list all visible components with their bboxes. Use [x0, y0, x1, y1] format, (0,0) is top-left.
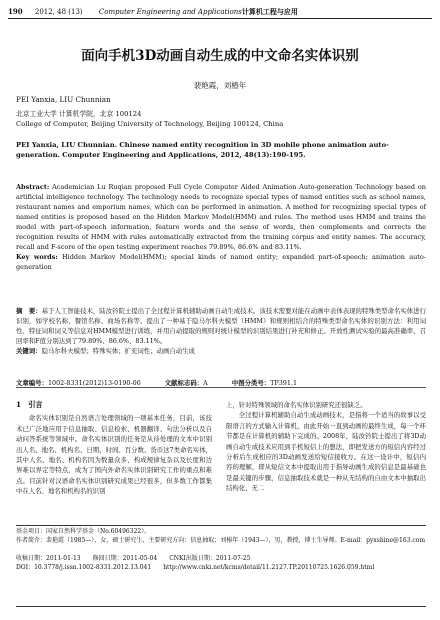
keywords-cn-text: 隐马尔科夫模型；特殊实体；扩充词性；动画自动生成: [41, 347, 195, 355]
journal-name-en: Computer Engineering and Applications: [98, 8, 242, 16]
body-column-right: [226, 400, 426, 494]
footnote-fund: 基金项目：国家自然科学基金（No.60496322）。: [16, 528, 151, 535]
doc-meta-line: [16, 378, 297, 387]
affiliation-cn: 北京工业大学 计算机学院，北京 100124: [16, 110, 142, 118]
clc-number: TP391.1: [270, 379, 298, 387]
paper-title: 面向手机3D动画自动生成的中文命名实体识别: [81, 48, 359, 64]
footnote-author: 作者简介：裴艳霞（1985—），女，硕士研究生，主要研究方向：信息抽取；刘椿年（1943—），男，教授，博士生导师。E-mail：pyxshine@163.com: [16, 537, 426, 544]
citation: PEI Yanxia, LIU Chunnian. Chinese named entity recognition in 3D mobile phone animation auto-generation. Computer Engineering and Applications, 2012, 48(13):190-195.: [16, 141, 389, 159]
footnote-doi: DOI：10.3778/j.issn.1002-8331.2012.13.041 http://www.cnki.net/kcms/detail/11.2127.TP.20110725.1626.059.html: [16, 564, 375, 571]
issue-info: 2012, 48 (13): [34, 8, 83, 16]
header-rule: [8, 18, 432, 19]
running-header: [8, 7, 432, 17]
footnote-dates: 收稿日期：2011-01-13 修回日期：2011-05-04 CNKI出版日期：2011-07-25: [16, 555, 251, 562]
abstract-en-text: Academician Lu Ruqian proposed Full Cycle Computer Aided Animation Auto-generation Technology based on artificial intelligence technology. The technology needs to recognize special types of named entities such as school names, restaurant names and emporium names, which can be performed in animation. A method for recognizing special types of named entities is proposed based on the Hidden Markov Model(HMM) and rules. The method uses HMM and trains the model with part-of-speech information, feature words and the sense of words, then complements and corrects the recognition results of HMM with rules automatically extracted from the training corpus and entity names. The accuracy, recall and F-score of the open testing experiment reaches 79.89%, 86.6% and 83.11%.: [16, 183, 426, 251]
abstract-en: [16, 182, 426, 272]
page-number: 190: [8, 7, 23, 16]
affiliation-en: College of Computer, Beijing University of Technology, Beijing 100124, China: [16, 120, 284, 128]
section-heading: 1 引言: [16, 400, 43, 409]
abstract-en-label: Abstract:: [16, 183, 50, 191]
abstract-cn-label: 摘 要：: [16, 307, 42, 315]
body-paragraph: 上，针对特殊领域的命名实体识别研究还很缺乏。: [226, 401, 367, 409]
doc-code-label: 文献标志码：: [164, 379, 204, 387]
keywords-en-label: Key words:: [16, 253, 58, 261]
journal-name-cn: 计算机工程与应用: [241, 7, 298, 16]
footnote-rule: [16, 525, 426, 526]
body-column-left: [16, 400, 212, 497]
abstract-cn-text: 基于人工智能技术，陆汝钤院士提出了全过程计算机辅助动画自动生成技术。该技术需要对能在动画中表体表现的特殊类型命名实体进行识别，如学校名称、餐馆名称、商场名称等。提出了一种基于隐马尔科夫模型（HMM）和规则相结合的特殊类型命名实体的识别方法：利用词性、特征词和词义等信息对HMM模型进行训练，并用自动提取的规则对统计模型的识别结果进行补充和修正。开放性测试实验的最高准确率、召回率和F值分别达到了79.89%、86.6%、83.11%。: [16, 307, 427, 345]
body-paragraph: 全过程计算机辅助自动生成动画技术，是指将一个适当的故事以受限语言的方式输入计算机，由此开始一直到动画的最终生成，每一个环节都是在计算机的辅助下完成的。2008年，陆汝钤院士提出了将3D动画自动生成技术应用到手机短信上的想法，即把发送方的短信内容经过分析后生成相应的3D动画发送给短信接收方。在这一设计中，短信内容的理解，即从短信文本中提取出用于指导动画生成的信息是最基础也是最关键的步骤，信息抽取技术就是一种从无结构的自由文本中抽取出结构化、无二: [226, 411, 426, 493]
abstract-cn: [16, 306, 426, 356]
doc-code: A: [203, 379, 208, 387]
keywords-cn-label: 关键词：: [16, 347, 42, 355]
body-rule: [16, 387, 426, 388]
clc-label: 中图分类号：: [231, 379, 271, 387]
doc-number-label: 文章编号：: [16, 379, 48, 387]
authors-cn: 裴艳霞，刘椿年: [193, 81, 247, 90]
keywords-en-text: Hidden Markov Model(HMM); special kinds of named entity; expanded part-of-speech; animation auto-generation: [16, 253, 426, 271]
doc-number: 1002-8331(2012)13-0190-06: [47, 379, 141, 387]
body-paragraph: 命名实体识别是自然语言处理领域的一项基本任务，目前，该技术已广泛地应用于信息抽取、信息检索、机器翻译、句法分析以及自动问答系统等领域中。命名实体识别的任务是从待处理的文本中识别出人名、地名、机构名、日期、时间、百分数、货币这7类命名实体，其中人名、地名、机构名因为数量众多、构成规律复杂以及长度和边界难以界定等特点，成为了国内外命名实体识别研究工作的重点和难点。目前针对汉语命名实体识别研究成果已经很多，但多数工作都集中在人名、地名和机构名的识别: [16, 414, 212, 496]
authors-en: PEI Yanxia, LIU Chunnian: [16, 95, 111, 104]
footer-rule: [16, 606, 426, 607]
